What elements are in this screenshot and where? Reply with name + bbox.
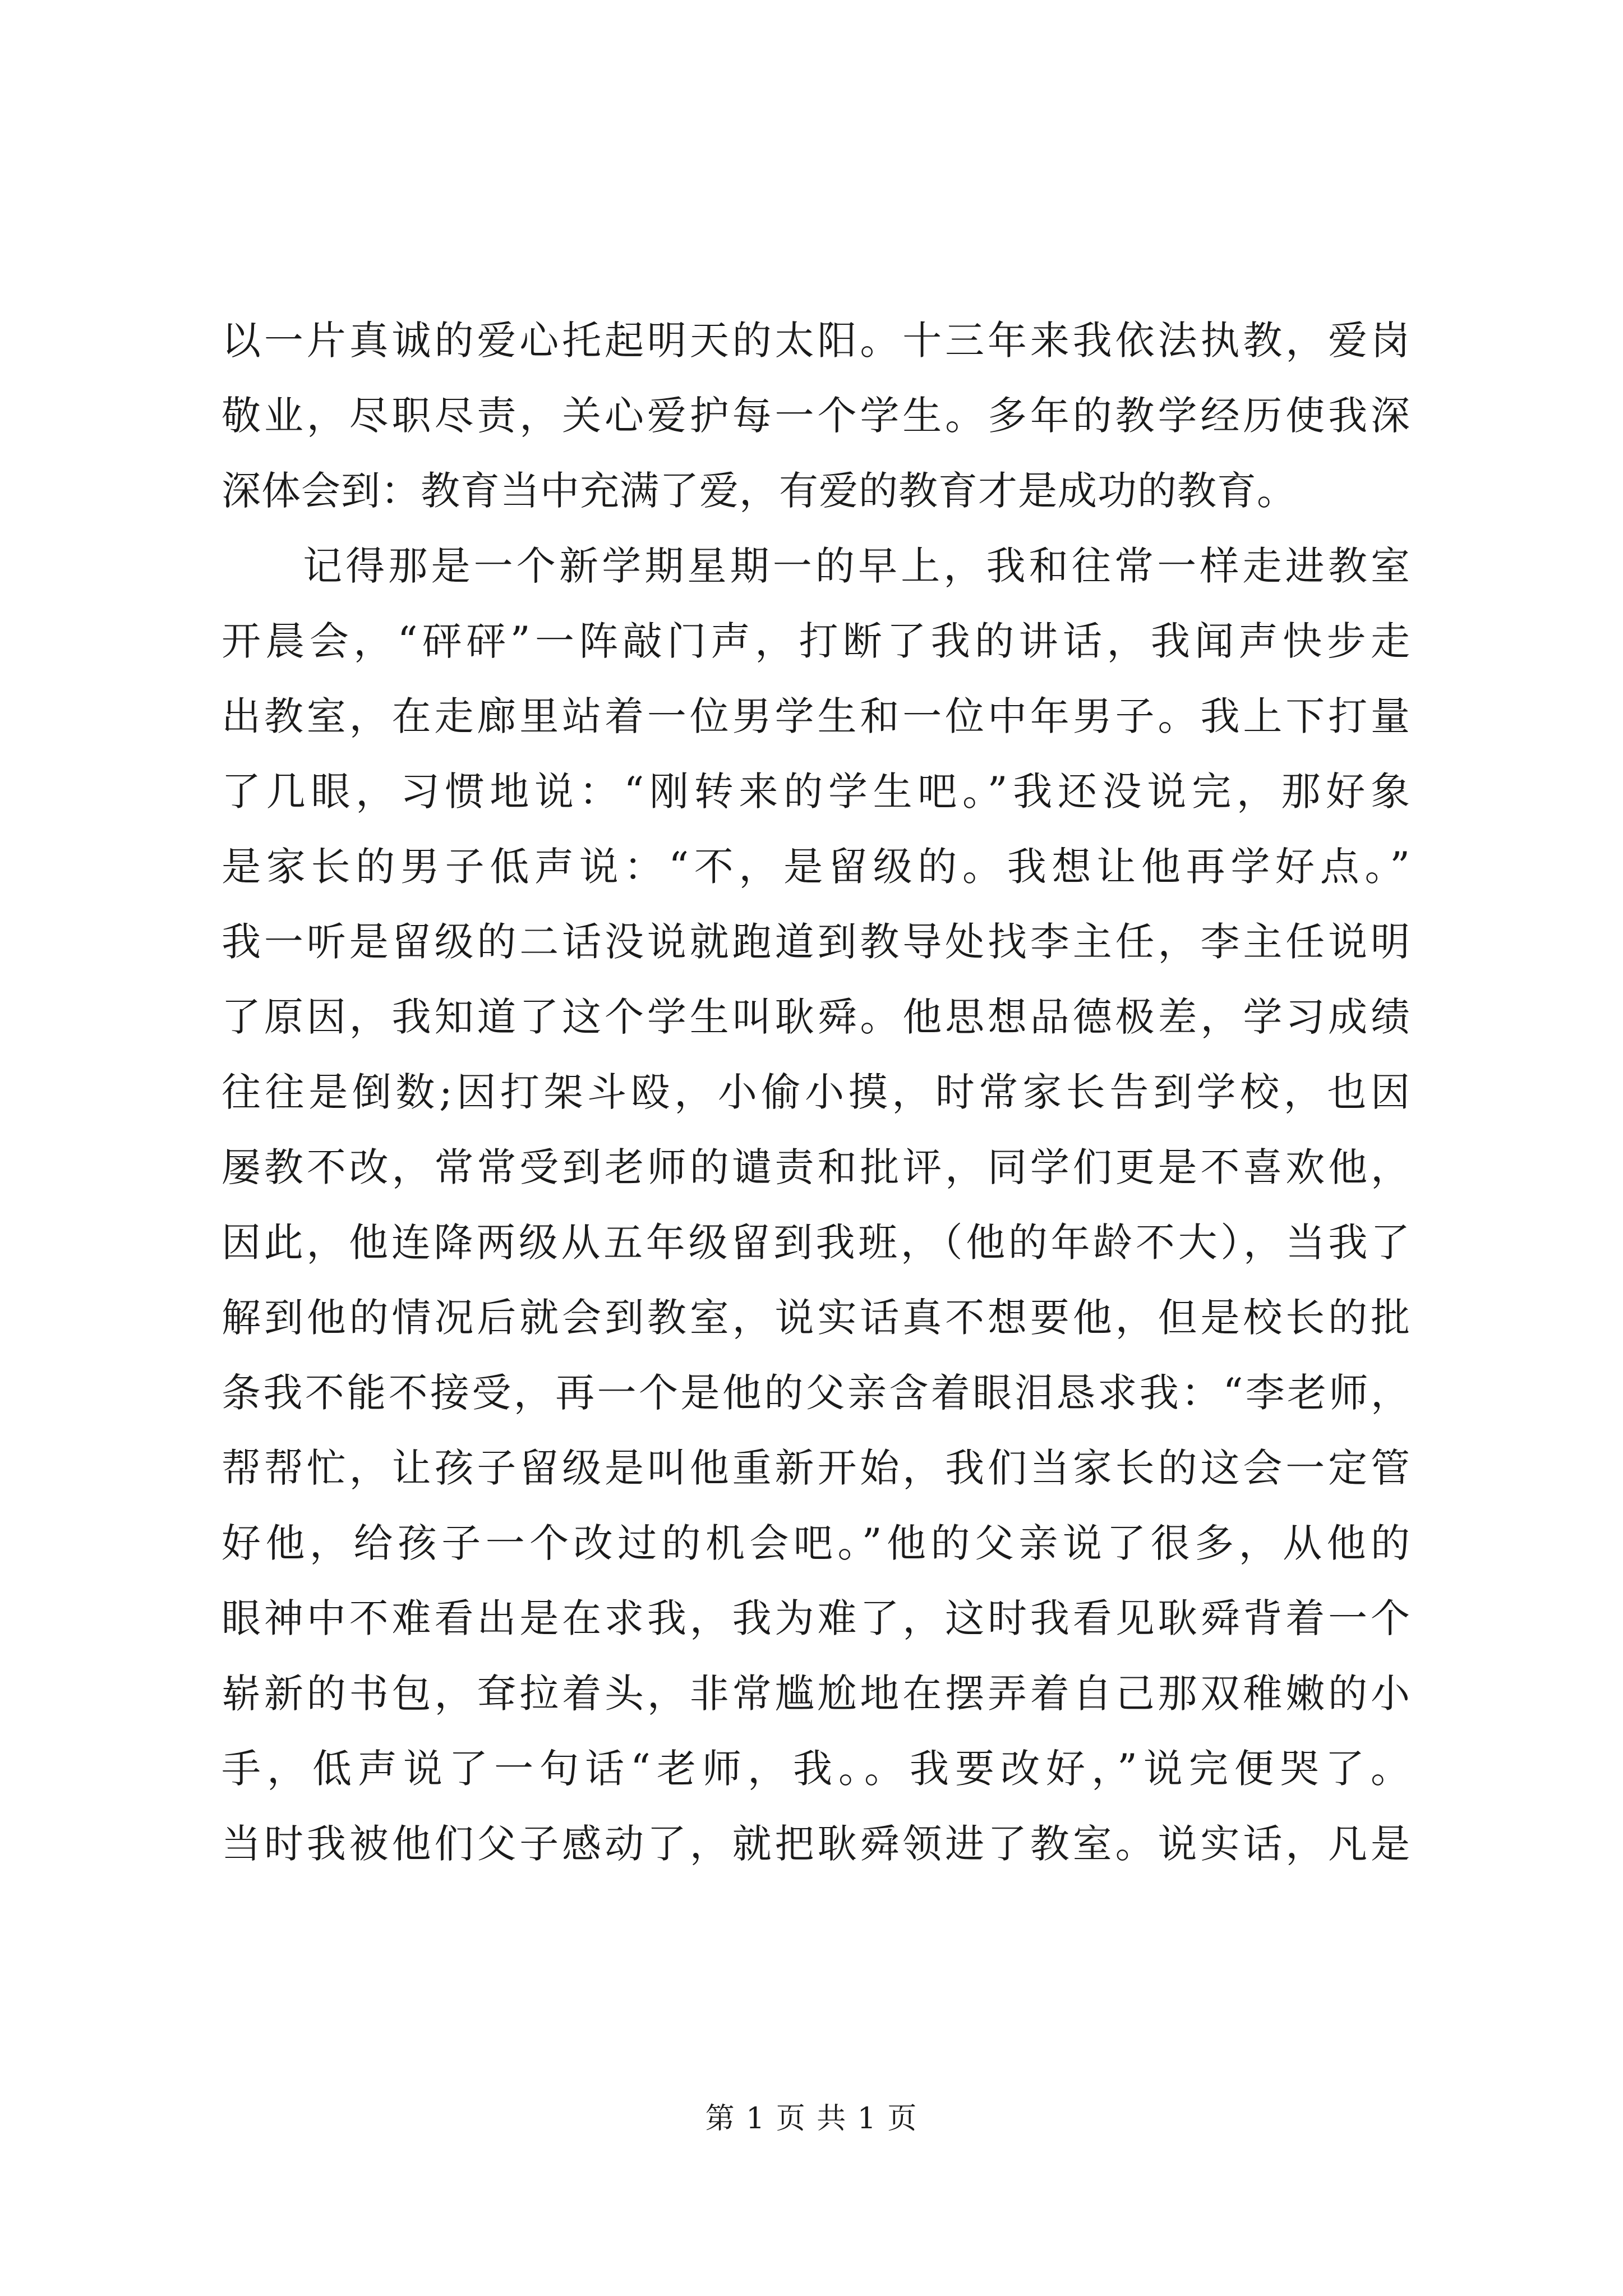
text-line: 手，低声说了一句话“老师，我。。我要改好，”说完便哭了。 — [222, 1746, 1410, 1792]
text-line: 解到他的情况后就会到教室，说实话真不想要他，但是校长的批 — [222, 1295, 1410, 1341]
text-line: 帮帮忙，让孩子留级是叫他重新开始，我们当家长的这会一定管 — [222, 1445, 1410, 1491]
text-line: 了几眼，习惯地说：“刚转来的学生吧。”我还没说完，那好象 — [222, 769, 1410, 815]
text-line: 因此，他连降两级从五年级留到我班，（他的年龄不大），当我了 — [222, 1220, 1410, 1266]
paragraph-first-line: 记得那是一个新学期星期一的早上，我和往常一样走进教室 — [303, 543, 1410, 589]
text-line: 敬业，尽职尽责，关心爱护每一个学生。多年的教学经历使我深 — [222, 393, 1410, 439]
text-line: 眼神中不难看出是在求我，我为难了，这时我看见耿舜背着一个 — [222, 1595, 1410, 1641]
text-line: 我一听是留级的二话没说就跑道到教导处找李主任，李主任说明 — [222, 919, 1410, 965]
text-line: 好他，给孩子一个改过的机会吧。”他的父亲说了很多，从他的 — [222, 1520, 1410, 1566]
text-line: 当时我被他们父子感动了，就把耿舜领进了教室。说实话，凡是 — [222, 1821, 1410, 1867]
body-text — [222, 303, 1410, 1881]
text-line: 往往是倒数;因打架斗殴，小偷小摸，时常家长告到学校，也因 — [222, 1069, 1410, 1115]
text-line: 开晨会，“砰砰”一阵敲门声，打断了我的讲话，我闻声快步走 — [222, 618, 1410, 664]
text-line: 了原因，我知道了这个学生叫耿舜。他思想品德极差，学习成绩 — [222, 994, 1410, 1040]
text-line: 屡教不改，常常受到老师的谴责和批评，同学们更是不喜欢他， — [222, 1144, 1410, 1190]
text-line: 崭新的书包，耷拉着头，非常尴尬地在摆弄着自己那双稚嫩的小 — [222, 1671, 1410, 1717]
page-number-label: 第 1 页 共 1 页 — [705, 2102, 918, 2136]
page-footer — [0, 2099, 1623, 2138]
text-line: 条我不能不接受，再一个是他的父亲含着眼泪恳求我：“李老师， — [222, 1370, 1410, 1416]
text-line: 出教室，在走廊里站着一位男学生和一位中年男子。我上下打量 — [222, 693, 1410, 739]
text-line: 是家长的男子低声说：“不，是留级的。我想让他再学好点。” — [222, 844, 1410, 890]
text-line: 深体会到：教育当中充满了爱，有爱的教育才是成功的教育。 — [222, 468, 1297, 514]
text-line: 以一片真诚的爱心托起明天的太阳。十三年来我依法执教，爱岗 — [222, 318, 1410, 364]
